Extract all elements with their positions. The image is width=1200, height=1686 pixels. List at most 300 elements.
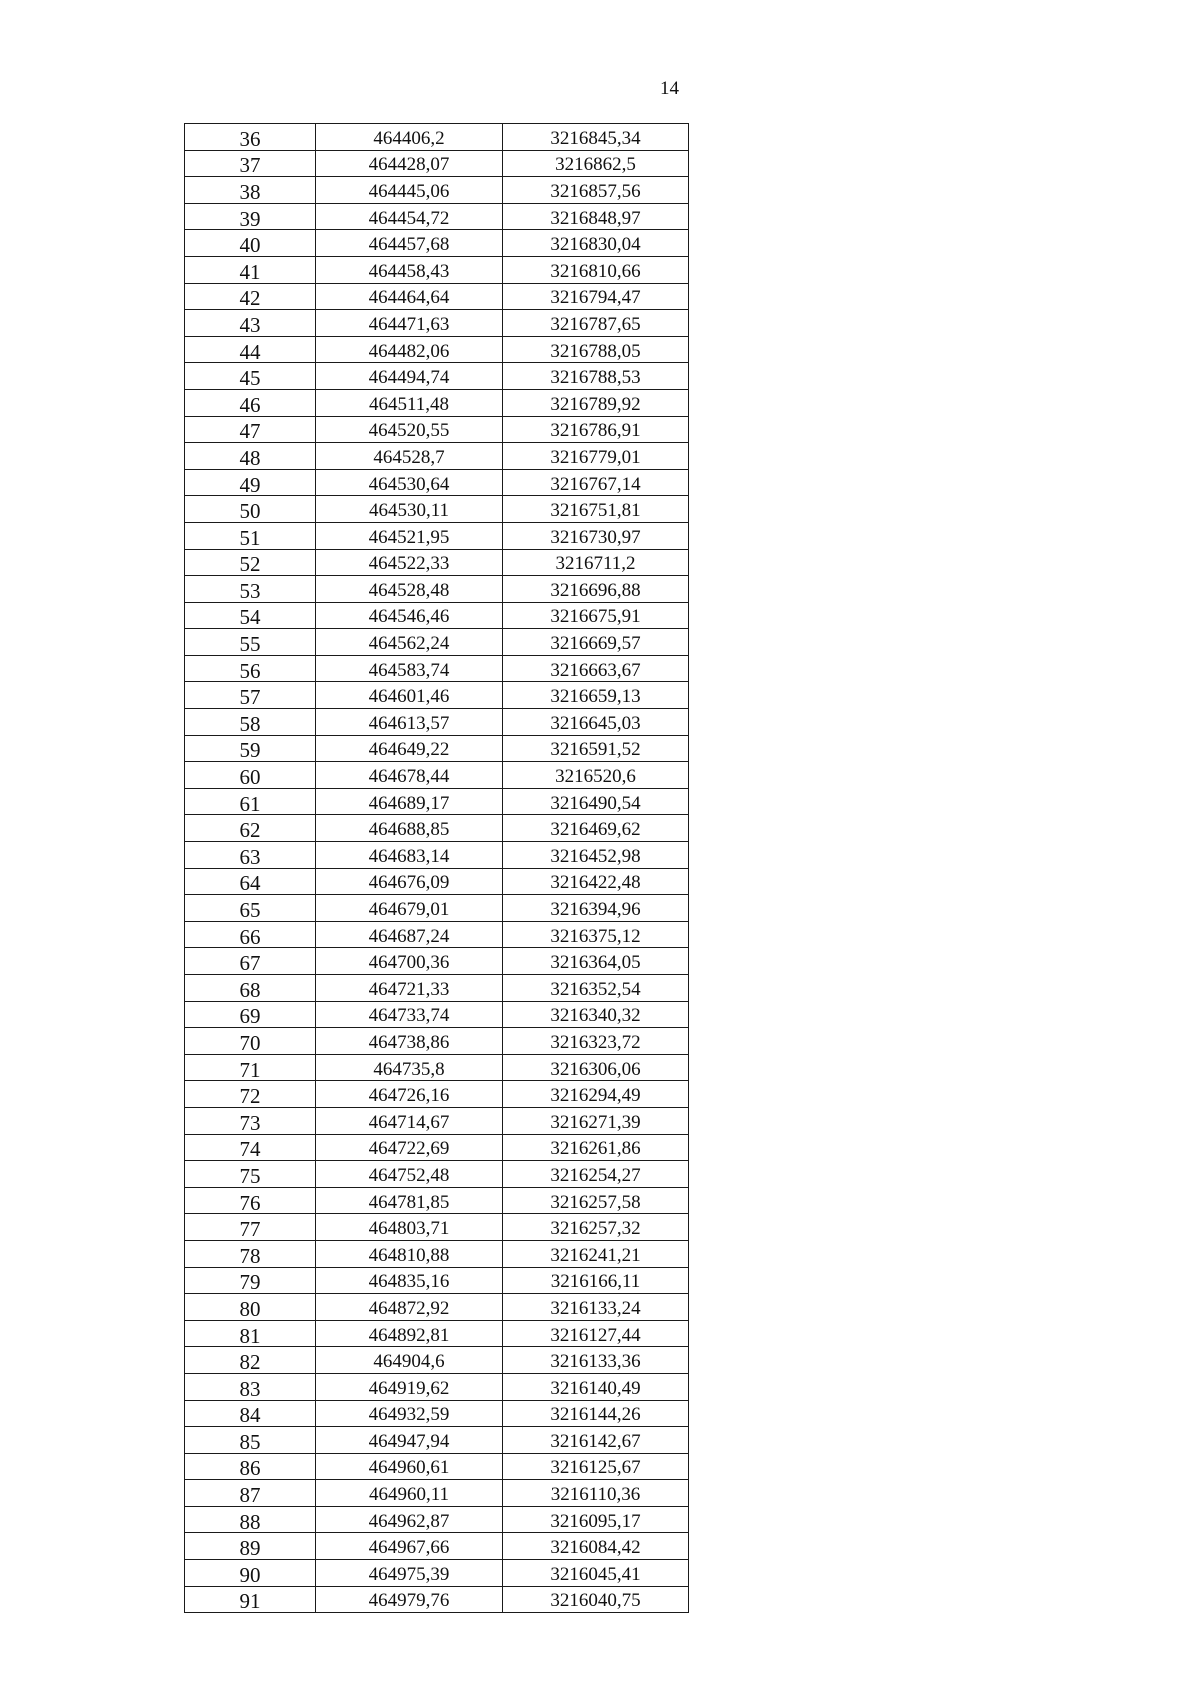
y-coordinate-cell [503,975,689,1002]
table-row [185,975,689,1002]
cell-text: 3216340,32 [550,1005,641,1027]
cell-text: 464967,66 [368,1537,450,1559]
x-coordinate-cell [316,1586,503,1613]
y-coordinate-cell [503,336,689,363]
table-row [185,1161,689,1188]
x-coordinate-cell [316,576,503,603]
cell-text: 3216271,39 [550,1111,641,1133]
cell-text: 464683,14 [368,845,450,867]
cell-text: 464835,16 [368,1271,450,1293]
cell-text: 3216663,67 [550,659,641,681]
y-coordinate-cell [503,735,689,762]
y-coordinate-cell [503,709,689,736]
y-coordinate-cell [503,416,689,443]
table-row [185,256,689,283]
x-coordinate-cell [316,1320,503,1347]
point-number-cell [185,443,316,470]
cell-text: 48 [239,445,261,470]
x-coordinate-cell [316,177,503,204]
point-number-cell [185,283,316,310]
y-coordinate-cell [503,1347,689,1374]
table-row [185,336,689,363]
y-coordinate-cell [503,576,689,603]
cell-text: 36 [239,126,261,151]
point-number-cell [185,150,316,177]
table-row [185,1347,689,1374]
point-number-cell [185,549,316,576]
cell-text: 3216786,91 [550,420,641,442]
cell-text: 3216254,27 [550,1164,641,1186]
y-coordinate-cell [503,655,689,682]
cell-text: 464752,48 [368,1164,450,1186]
x-coordinate-cell [316,469,503,496]
y-coordinate-cell [503,1480,689,1507]
cell-text: 62 [239,818,261,842]
coordinates-table-body [185,124,689,1613]
y-coordinate-cell [503,150,689,177]
y-coordinate-cell [503,522,689,549]
table-row [185,576,689,603]
table-row [185,230,689,257]
table-row [185,735,689,762]
y-coordinate-cell [503,1320,689,1347]
x-coordinate-cell [316,124,503,151]
table-row [185,1187,689,1214]
y-coordinate-cell [503,1453,689,1480]
cell-text: 3216241,21 [550,1244,641,1266]
y-coordinate-cell [503,1427,689,1454]
point-number-cell [185,1240,316,1267]
table-row [185,1480,689,1507]
cell-text: 464892,81 [368,1324,450,1346]
y-coordinate-cell [503,815,689,842]
cell-text: 3216730,97 [550,526,641,548]
table-row [185,283,689,310]
cell-text: 3216294,49 [550,1085,641,1107]
cell-text: 3216645,03 [550,712,641,734]
cell-text: 3216789,92 [550,393,641,415]
cell-text: 3216140,49 [550,1377,641,1399]
x-coordinate-cell [316,1054,503,1081]
y-coordinate-cell [503,283,689,310]
cell-text: 464803,71 [368,1218,450,1240]
table-row [185,602,689,629]
table-row [185,469,689,496]
cell-text: 56 [239,658,261,682]
cell-text: 464932,59 [368,1404,450,1426]
cell-text: 83 [239,1376,261,1400]
x-coordinate-cell [316,655,503,682]
point-number-cell [185,363,316,390]
x-coordinate-cell [316,602,503,629]
table-row [185,895,689,922]
x-coordinate-cell [316,629,503,656]
cell-text: 464494,74 [368,367,450,389]
cell-text: 3216490,54 [550,792,641,814]
x-coordinate-cell [316,443,503,470]
table-row [185,682,689,709]
cell-text: 75 [239,1163,261,1188]
point-number-cell [185,1480,316,1507]
cell-text: 464454,72 [368,207,450,229]
cell-text: 464700,36 [368,952,450,974]
cell-text: 63 [239,844,261,869]
table-row [185,150,689,177]
point-number-cell [185,975,316,1002]
cell-text: 464546,46 [368,606,450,628]
y-coordinate-cell [503,177,689,204]
x-coordinate-cell [316,1453,503,1480]
y-coordinate-cell [503,124,689,151]
x-coordinate-cell [316,1533,503,1560]
cell-text: 464406,2 [373,127,445,149]
x-coordinate-cell [316,1161,503,1188]
y-coordinate-cell [503,1506,689,1533]
point-number-cell [185,124,316,151]
cell-text: 90 [239,1562,261,1587]
cell-text: 464721,33 [368,978,450,1000]
cell-text: 3216845,34 [550,127,641,149]
table-row [185,1453,689,1480]
point-number-cell [185,469,316,496]
cell-text: 3216422,48 [550,872,641,894]
cell-text: 464722,69 [368,1138,450,1160]
cell-text: 464919,62 [368,1377,450,1399]
cell-text: 464781,85 [368,1191,450,1213]
x-coordinate-cell [316,1506,503,1533]
cell-text: 69 [239,1004,261,1028]
cell-text: 464471,63 [368,313,450,335]
cell-text: 66 [239,924,261,948]
x-coordinate-cell [316,735,503,762]
x-coordinate-cell [316,1240,503,1267]
x-coordinate-cell [316,682,503,709]
cell-text: 3216591,52 [550,739,641,761]
table-row [185,842,689,869]
point-number-cell [185,921,316,948]
cell-text: 3216084,42 [550,1537,641,1559]
cell-text: 65 [239,898,261,922]
cell-text: 464649,22 [368,739,450,761]
y-coordinate-cell [503,629,689,656]
cell-text: 3216127,44 [550,1324,641,1346]
table-row [185,1134,689,1161]
table-row [185,1586,689,1613]
x-coordinate-cell [316,310,503,337]
cell-text: 3216659,13 [550,686,641,708]
cell-text: 464457,68 [368,234,450,256]
y-coordinate-cell [503,1373,689,1400]
table-row [185,655,689,682]
cell-text: 3216862,5 [555,154,636,176]
point-number-cell [185,788,316,815]
table-row [185,868,689,895]
table-row [185,948,689,975]
cell-text: 41 [239,259,261,284]
cell-text: 464726,16 [368,1085,450,1107]
point-number-cell [185,629,316,656]
y-coordinate-cell [503,1214,689,1241]
cell-text: 464511,48 [368,393,450,415]
cell-text: 3216848,97 [550,207,641,229]
cell-text: 68 [239,977,261,1002]
x-coordinate-cell [316,1560,503,1587]
point-number-cell [185,842,316,869]
cell-text: 3216257,32 [550,1218,641,1240]
y-coordinate-cell [503,921,689,948]
cell-text: 3216323,72 [550,1031,641,1053]
cell-text: 43 [239,312,261,337]
x-coordinate-cell [316,1480,503,1507]
cell-text: 3216257,58 [550,1191,641,1213]
x-coordinate-cell [316,762,503,789]
cell-text: 3216520,6 [555,766,636,788]
y-coordinate-cell [503,602,689,629]
table-row [185,1028,689,1055]
point-number-cell [185,1001,316,1028]
x-coordinate-cell [316,868,503,895]
cell-text: 464947,94 [368,1430,450,1452]
x-coordinate-cell [316,1134,503,1161]
point-number-cell [185,1427,316,1454]
table-row [185,1427,689,1454]
y-coordinate-cell [503,948,689,975]
x-coordinate-cell [316,230,503,257]
table-row [185,1001,689,1028]
cell-text: 464520,55 [368,420,450,442]
x-coordinate-cell [316,416,503,443]
point-number-cell [185,522,316,549]
cell-text: 464528,48 [368,579,450,601]
cell-text: 464689,17 [368,792,450,814]
x-coordinate-cell [316,203,503,230]
point-number-cell [185,496,316,523]
y-coordinate-cell [503,549,689,576]
cell-text: 3216857,56 [550,180,641,202]
x-coordinate-cell [316,150,503,177]
cell-text: 464688,85 [368,819,450,841]
point-number-cell [185,310,316,337]
cell-text: 464872,92 [368,1297,450,1319]
cell-text: 60 [239,765,261,789]
x-coordinate-cell [316,256,503,283]
point-number-cell [185,1294,316,1321]
cell-text: 87 [239,1483,261,1507]
table-row [185,815,689,842]
point-number-cell [185,602,316,629]
cell-text: 3216788,05 [550,340,641,362]
y-coordinate-cell [503,1586,689,1613]
x-coordinate-cell [316,363,503,390]
table-row [185,1533,689,1560]
x-coordinate-cell [316,522,503,549]
cell-text: 3216144,26 [550,1404,641,1426]
table-row [185,1081,689,1108]
point-number-cell [185,682,316,709]
x-coordinate-cell [316,1400,503,1427]
cell-text: 3216788,53 [550,367,641,389]
x-coordinate-cell [316,1427,503,1454]
y-coordinate-cell [503,443,689,470]
cell-text: 89 [239,1536,261,1560]
point-number-cell [185,735,316,762]
y-coordinate-cell [503,1294,689,1321]
y-coordinate-cell [503,1001,689,1028]
cell-text: 64 [239,871,261,895]
x-coordinate-cell [316,549,503,576]
cell-text: 73 [239,1110,261,1135]
cell-text: 3216767,14 [550,473,641,495]
point-number-cell [185,576,316,603]
point-number-cell [185,389,316,416]
cell-text: 44 [239,339,261,363]
x-coordinate-cell [316,283,503,310]
point-number-cell [185,256,316,283]
cell-text: 61 [239,791,261,815]
cell-text: 464428,07 [368,154,450,176]
point-number-cell [185,336,316,363]
cell-text: 74 [239,1137,261,1161]
y-coordinate-cell [503,1081,689,1108]
point-number-cell [185,416,316,443]
point-number-cell [185,1107,316,1134]
table-row [185,443,689,470]
cell-text: 464482,06 [368,340,450,362]
cell-text: 72 [239,1084,261,1108]
cell-text: 464530,64 [368,473,450,495]
point-number-cell [185,1028,316,1055]
table-row [185,1267,689,1294]
cell-text: 464960,11 [368,1484,450,1506]
point-number-cell [185,1161,316,1188]
cell-text: 47 [239,419,261,443]
y-coordinate-cell [503,1054,689,1081]
x-coordinate-cell [316,842,503,869]
y-coordinate-cell [503,363,689,390]
cell-text: 464601,46 [368,686,450,708]
y-coordinate-cell [503,1240,689,1267]
cell-text: 464521,95 [368,526,450,548]
table-row [185,416,689,443]
y-coordinate-cell [503,203,689,230]
cell-text: 39 [239,206,261,230]
cell-text: 3216133,24 [550,1297,641,1319]
cell-text: 464528,7 [373,446,445,468]
point-number-cell [185,1320,316,1347]
x-coordinate-cell [316,895,503,922]
cell-text: 464583,74 [368,659,450,681]
point-number-cell [185,1453,316,1480]
x-coordinate-cell [316,1267,503,1294]
x-coordinate-cell [316,1187,503,1214]
point-number-cell [185,1134,316,1161]
cell-text: 464975,39 [368,1563,450,1585]
table-row [185,921,689,948]
cell-text: 91 [239,1589,261,1613]
table-row [185,1373,689,1400]
cell-text: 3216375,12 [550,925,641,947]
cell-text: 3216669,57 [550,633,641,655]
cell-text: 3216452,98 [550,845,641,867]
x-coordinate-cell [316,1214,503,1241]
table-row [185,124,689,151]
cell-text: 3216110,36 [550,1484,641,1506]
point-number-cell [185,1054,316,1081]
point-number-cell [185,1400,316,1427]
cell-text: 464960,61 [368,1457,450,1479]
table-row [185,788,689,815]
cell-text: 40 [239,233,261,257]
x-coordinate-cell [316,496,503,523]
cell-text: 3216142,67 [550,1430,641,1452]
point-number-cell [185,1373,316,1400]
x-coordinate-cell [316,336,503,363]
cell-text: 71 [239,1057,261,1081]
cell-text: 464458,43 [368,260,450,282]
cell-text: 78 [239,1243,261,1268]
x-coordinate-cell [316,1294,503,1321]
point-number-cell [185,1347,316,1374]
cell-text: 3216261,86 [550,1138,641,1160]
y-coordinate-cell [503,1560,689,1587]
y-coordinate-cell [503,256,689,283]
cell-text: 464679,01 [368,899,450,921]
x-coordinate-cell [316,1347,503,1374]
table-row [185,522,689,549]
y-coordinate-cell [503,895,689,922]
cell-text: 3216787,65 [550,313,641,335]
cell-text: 464522,33 [368,553,450,575]
y-coordinate-cell [503,1107,689,1134]
cell-text: 464735,8 [373,1058,445,1080]
cell-text: 3216696,88 [550,579,641,601]
x-coordinate-cell [316,1081,503,1108]
cell-text: 464810,88 [368,1244,450,1266]
cell-text: 464979,76 [368,1590,450,1612]
cell-text: 86 [239,1456,261,1480]
cell-text: 464613,57 [368,712,450,734]
cell-text: 79 [239,1270,261,1294]
table-row [185,177,689,204]
cell-text: 464687,24 [368,925,450,947]
point-number-cell [185,1506,316,1533]
point-number-cell [185,815,316,842]
cell-text: 3216469,62 [550,819,641,841]
cell-text: 82 [239,1350,261,1374]
cell-text: 3216711,2 [555,553,636,575]
point-number-cell [185,1187,316,1214]
x-coordinate-cell [316,709,503,736]
cell-text: 3216133,36 [550,1351,641,1373]
table-row [185,549,689,576]
cell-text: 464562,24 [368,633,450,655]
x-coordinate-cell [316,948,503,975]
x-coordinate-cell [316,389,503,416]
cell-text: 464962,87 [368,1510,450,1532]
y-coordinate-cell [503,469,689,496]
table-row [185,1400,689,1427]
cell-text: 49 [239,472,261,496]
x-coordinate-cell [316,921,503,948]
cell-text: 38 [239,179,261,204]
cell-text: 464676,09 [368,872,450,894]
cell-text: 57 [239,685,261,709]
cell-text: 464738,86 [368,1031,450,1053]
cell-text: 3216675,91 [550,606,641,628]
y-coordinate-cell [503,868,689,895]
table-row [185,363,689,390]
cell-text: 464464,64 [368,287,450,309]
